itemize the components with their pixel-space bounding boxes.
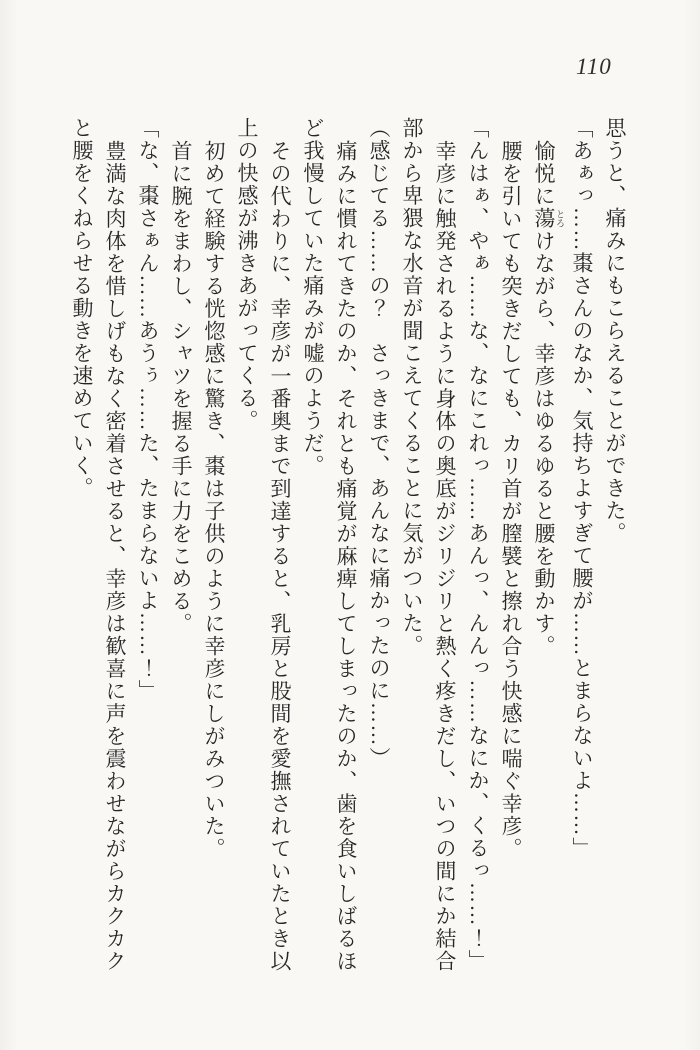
line-12: 上の快感が沸きあがってくる。 — [235, 117, 259, 432]
line-08: （感じてる……の？ さっきまで、あんなに痛かったのに……） — [367, 117, 391, 770]
text-block — [69, 117, 631, 1005]
page-number: 110 — [576, 54, 612, 79]
line-02: 「あぁっ……棗さんのなか、気持ちよすぎて腰が……とまらないよ……」 — [570, 117, 594, 860]
line-13: 初めて経験する恍惚感に驚き、棗は子供のように幸彦にしがみついた。 — [202, 139, 226, 860]
line-03: 愉悦に蕩 とろけながら、幸彦はゆるゆると腰を動かす。 — [532, 139, 565, 657]
line-04: 腰を引いても突きだしても、カリ首が膣襞と擦れ合う快感に喘ぐ幸彦。 — [499, 139, 523, 860]
line-01: 思うと、痛みにもこらえることができた。 — [603, 117, 627, 545]
line-14: 首に腕をまわし、シャツを握る手に力をこめる。 — [169, 139, 193, 635]
line-10: ど我慢していた痛みが嘘のようだ。 — [301, 117, 325, 477]
ruby-annotated-word: 蕩 とろ — [532, 207, 565, 230]
line-11: その代わりに、幸彦が一番奥まで到達すると、乳房と股間を愛撫されていたとき以 — [268, 139, 292, 972]
line-17: と腰をくねらせる動きを速めていく。 — [70, 117, 94, 500]
furigana: とろ — [555, 207, 565, 230]
line-09: 痛みに慣れてきたのか、それとも痛覚が麻痺してしまったのか、歯を食いしばるほ — [334, 139, 358, 972]
line-06: 幸彦に触発されるように身体の奥底がジリジリと熱く疼きだし、いつの間にか結合 — [433, 139, 457, 972]
line-07: 部から卑猥な水音が聞こえてくることに気がついた。 — [400, 117, 424, 657]
line-16: 豊満な肉体を惜しげもなく密着させると、幸彦は歓喜に声を震わせながらカクカク — [103, 139, 127, 972]
line-15: 「な、棗さぁん……あうぅ……た、たまらないよ……！」 — [136, 117, 160, 702]
line-05: 「んはぁ、やぁ……な、なにこれっ……あんっ、んんっ……なにか、くるっ……！」 — [466, 117, 490, 972]
